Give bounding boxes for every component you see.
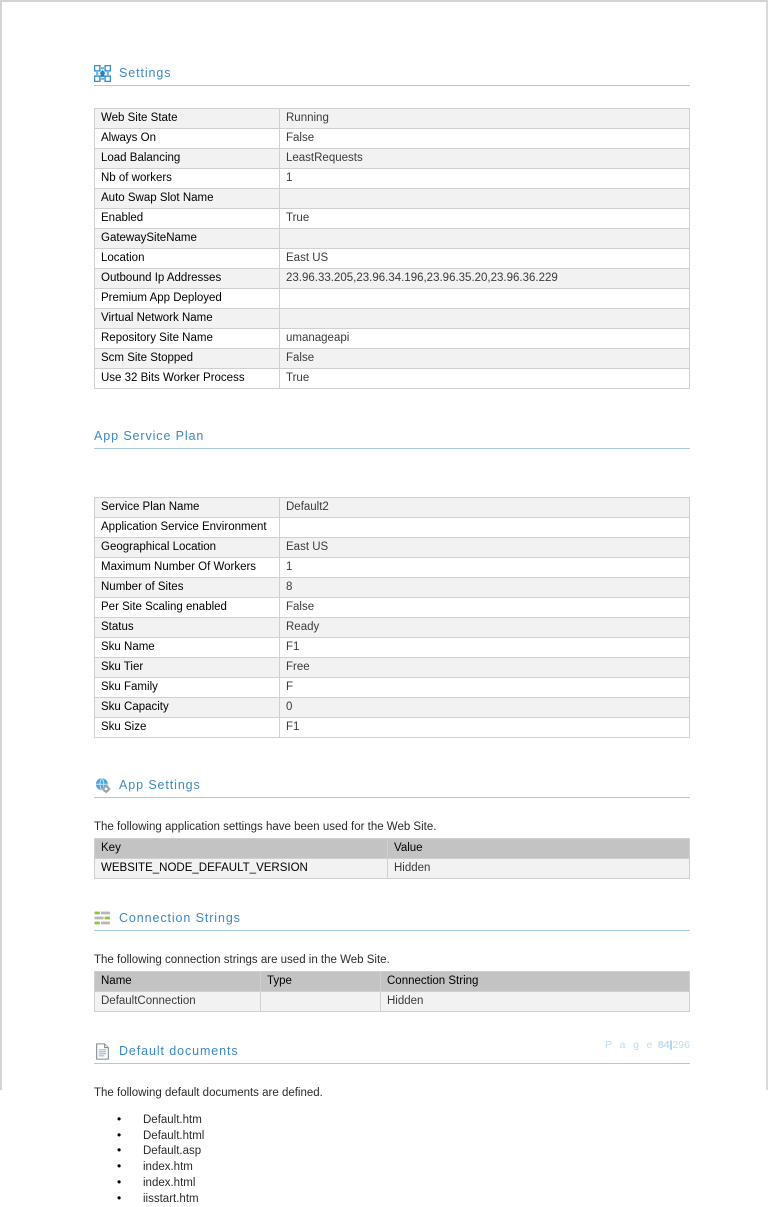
footer-separator: | [669,1039,673,1051]
row-key: Web Site State [95,109,280,129]
app-service-plan-table-body [95,498,690,738]
row-value: East US [280,249,690,269]
setting-key: WEBSITE_NODE_DEFAULT_VERSION [95,859,388,879]
app-settings-table-head [95,839,690,859]
table-row [95,129,690,149]
spacer [94,738,690,776]
table-row [95,578,690,598]
spacer [94,86,690,108]
table-row [95,678,690,698]
conn-type [261,992,381,1012]
row-key: Scm Site Stopped [95,349,280,369]
row-value: Ready [280,618,690,638]
table-row [95,229,690,249]
row-key: Sku Name [95,638,280,658]
section-title: App Service Plan [94,429,205,443]
table-row [95,309,690,329]
row-key: Maximum Number Of Workers [95,558,280,578]
table-header-row [95,972,690,992]
section-heading-app-service-plan [94,427,690,449]
row-value: False [280,129,690,149]
list-item: • index.html [94,1176,690,1191]
row-value: True [280,369,690,389]
table-row [95,859,690,879]
list-item: • index.htm [94,1160,690,1175]
list-item: • iisstart.htm [94,1192,690,1207]
footer-page-number: 84 [657,1039,670,1051]
table-row [95,538,690,558]
row-value: F1 [280,718,690,738]
table-row [95,718,690,738]
default-documents-intro: The following default documents are defined. [94,1087,323,1099]
row-value: Running [280,109,690,129]
conn-name: DefaultConnection [95,992,261,1012]
settings-table [94,108,690,389]
table-row [95,658,690,678]
table-row [95,349,690,369]
footer-page-word: P a g e [605,1039,655,1051]
page-content [94,64,690,1207]
spacer [94,1012,690,1042]
row-key: GatewaySiteName [95,229,280,249]
table-row [95,169,690,189]
table-row [95,269,690,289]
table-row [95,109,690,129]
table-row [95,698,690,718]
section-heading-connection-strings [94,909,690,931]
table-row [95,369,690,389]
row-key: Virtual Network Name [95,309,280,329]
spacer [94,479,690,497]
row-value: 1 [280,558,690,578]
row-key: Number of Sites [95,578,280,598]
table-row [95,598,690,618]
app-settings-table [94,838,690,879]
row-key: Geographical Location [95,538,280,558]
row-value: LeastRequests [280,149,690,169]
green-bars-icon [94,910,111,927]
row-value: umanageapi [280,329,690,349]
row-value: 1 [280,169,690,189]
row-key: Per Site Scaling enabled [95,598,280,618]
list-item: • Default.html [94,1129,690,1144]
list-item: • Default.htm [94,1113,690,1128]
footer-total-pages: 296 [672,1039,690,1051]
row-key: Application Service Environment [95,518,280,538]
row-value: F [280,678,690,698]
table-row [95,149,690,169]
row-value [280,189,690,209]
row-value [280,289,690,309]
page-footer [94,1039,690,1051]
row-value: Default2 [280,498,690,518]
row-key: Sku Capacity [95,698,280,718]
row-key: Enabled [95,209,280,229]
connection-strings-intro: The following connection strings are used in the Web Site. [94,954,390,966]
app-service-plan-table [94,497,690,738]
section-title: Settings [119,66,172,80]
row-value: 23.96.33.205,23.96.34.196,23.96.35.20,23.96.36.229 [280,269,690,289]
row-key: Status [95,618,280,638]
row-key: Sku Size [95,718,280,738]
row-value: 8 [280,578,690,598]
table-row [95,558,690,578]
row-key: Load Balancing [95,149,280,169]
spacer [94,389,690,427]
section-title: Connection Strings [119,911,241,925]
connection-strings-table [94,971,690,1012]
row-key: Repository Site Name [95,329,280,349]
table-row [95,638,690,658]
section-heading-app-settings [94,776,690,798]
globe-gear-icon [94,777,111,794]
column-header: Connection String [381,972,690,992]
table-row [95,618,690,638]
row-value: F1 [280,638,690,658]
connection-strings-table-head [95,972,690,992]
row-value: False [280,598,690,618]
table-row [95,329,690,349]
section-title: App Settings [119,778,201,792]
spacer [94,798,690,820]
setting-value: Hidden [388,859,690,879]
spacer [94,1064,690,1086]
table-row [95,249,690,269]
column-header: Key [95,839,388,859]
table-row [95,189,690,209]
table-row [95,289,690,309]
spacer [94,931,690,953]
row-value: Free [280,658,690,678]
row-key: Sku Tier [95,658,280,678]
table-row [95,518,690,538]
column-header: Name [95,972,261,992]
connection-strings-table-body [95,992,690,1012]
app-settings-intro: The following application settings have been used for the Web Site. [94,821,437,833]
column-header: Value [388,839,690,859]
row-key: Nb of workers [95,169,280,189]
list-item: • Default.asp [94,1144,690,1159]
row-value [280,518,690,538]
row-key: Sku Family [95,678,280,698]
row-value: East US [280,538,690,558]
table-row [95,498,690,518]
row-key: Auto Swap Slot Name [95,189,280,209]
table-header-row [95,839,690,859]
default-documents-list [94,1113,690,1207]
settings-table-body [95,109,690,389]
row-key: Location [95,249,280,269]
column-header: Type [261,972,381,992]
row-value: 0 [280,698,690,718]
table-row [95,209,690,229]
row-key: Use 32 Bits Worker Process [95,369,280,389]
spacer [94,879,690,909]
settings-grid-icon [94,65,111,82]
row-value: True [280,209,690,229]
row-value: False [280,349,690,369]
row-value [280,229,690,249]
table-row [95,992,690,1012]
section-heading-settings [94,64,690,86]
row-key: Service Plan Name [95,498,280,518]
conn-string: Hidden [381,992,690,1012]
row-key: Premium App Deployed [95,289,280,309]
row-key: Always On [95,129,280,149]
spacer [94,449,690,479]
app-settings-table-body [95,859,690,879]
row-value [280,309,690,329]
section-title: Default documents [119,1044,239,1058]
row-key: Outbound Ip Addresses [95,269,280,289]
